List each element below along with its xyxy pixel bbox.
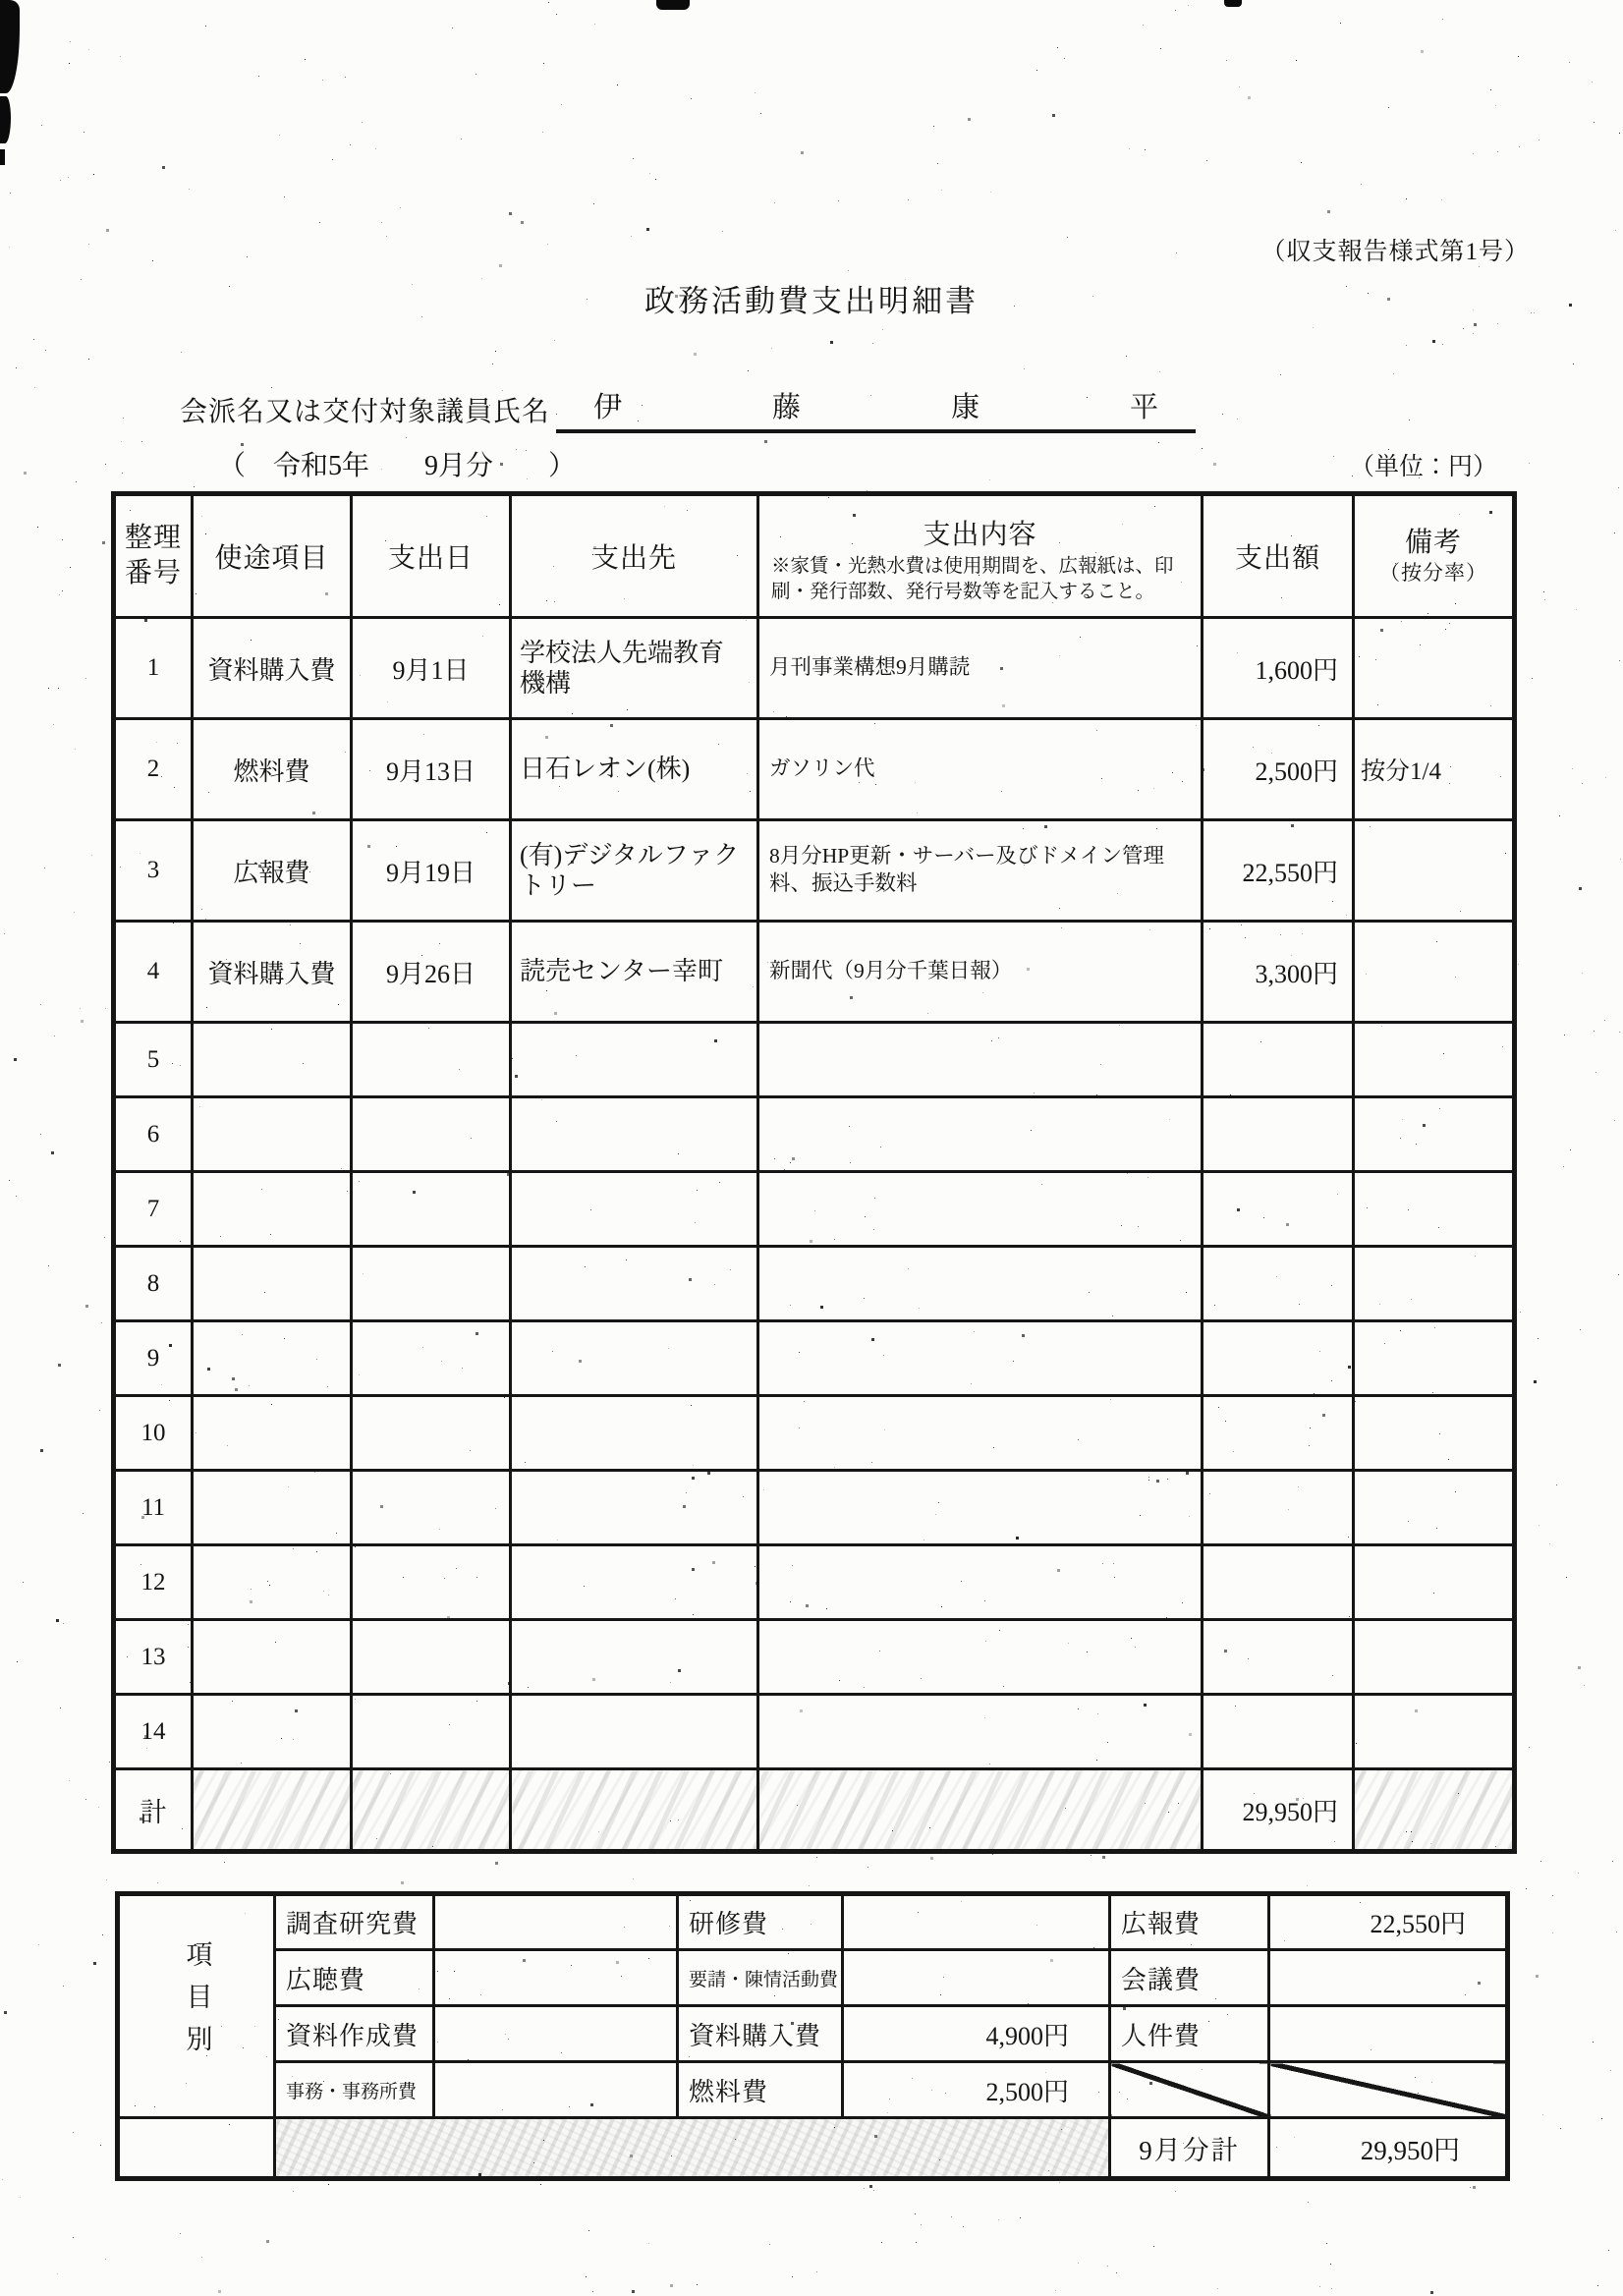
cell-amount: [1203, 1247, 1354, 1321]
summary-category-label: 研修費: [678, 1894, 843, 1950]
cell-no: 14: [114, 1695, 193, 1769]
cell-date: [352, 1097, 511, 1172]
cell-item: [193, 1172, 352, 1247]
table-row: [114, 618, 1515, 719]
table-row: [114, 922, 1515, 1023]
cell-note: [1354, 1545, 1515, 1620]
expense-table: [111, 491, 1517, 1854]
summary-row: [118, 1950, 1508, 2006]
member-name-value: 伊藤康平: [556, 385, 1196, 433]
summary-category-label: 要請・陳情活動費: [678, 1950, 843, 2006]
cell-item: [193, 1247, 352, 1321]
table-row: [114, 1172, 1515, 1247]
cell-date: [352, 1321, 511, 1396]
cell-item: 資料購入費: [193, 618, 352, 719]
header-content: [758, 494, 1203, 618]
summary-category-label: 人件費: [1110, 2006, 1269, 2062]
cell-item: [193, 1471, 352, 1545]
summary-amount: 4,900円: [843, 2006, 1110, 2062]
cell-content: [758, 1247, 1203, 1321]
cell-payee: [511, 1620, 758, 1695]
cell-no: 計: [114, 1769, 193, 1852]
header-category: 使途項目: [193, 494, 352, 618]
cell-payee: [511, 1695, 758, 1769]
summary-amount: 22,550円: [1269, 1894, 1508, 1950]
form-number: （収支報告様式第1号）: [1260, 239, 1530, 265]
header-amount: 支出額: [1203, 494, 1354, 618]
cell-payee: [511, 1023, 758, 1097]
cell-amount: [1203, 1023, 1354, 1097]
summary-amount: [1269, 2006, 1508, 2062]
cell-amount: 22,550円: [1203, 820, 1354, 922]
summary-amount: [434, 1894, 678, 1950]
table-row: [114, 1247, 1515, 1321]
header-payee: 支出先: [511, 494, 758, 618]
cell-no: 11: [114, 1471, 193, 1545]
cell-note: [1354, 1396, 1515, 1471]
cell-item: 広報費: [193, 820, 352, 922]
scan-artifact: [656, 0, 690, 10]
summary-amount: [434, 1950, 678, 2006]
cell-date: [352, 1695, 511, 1769]
cell-content: [758, 1097, 1203, 1172]
table-row: [114, 1097, 1515, 1172]
cell-no: 10: [114, 1396, 193, 1471]
cell-content: [758, 1396, 1203, 1471]
cell-amount: [1203, 1172, 1354, 1247]
summary-amount: [843, 1894, 1110, 1950]
cell-payee: [511, 1396, 758, 1471]
cell-note: [1354, 1695, 1515, 1769]
cell-content: [758, 1545, 1203, 1620]
cell-amount: 2,500円: [1203, 719, 1354, 820]
summary-category-label: 広聴費: [275, 1950, 434, 2006]
summary-amount: 2,500円: [843, 2062, 1110, 2118]
summary-category-label: 燃料費: [678, 2062, 843, 2118]
name-line: [180, 385, 1196, 433]
name-label: 会派名又は交付対象議員氏名: [180, 397, 551, 427]
cell-item: [193, 1545, 352, 1620]
empty-cell: [118, 2118, 275, 2179]
cell-no: 12: [114, 1545, 193, 1620]
period-note: （ 令和5年 9月分 ）: [218, 451, 577, 481]
table-row: [114, 1620, 1515, 1695]
cell-payee: [511, 1172, 758, 1247]
slashed-cell: [1110, 2062, 1269, 2118]
header-content-title: 支出内容: [923, 520, 1037, 551]
cell-note: [1354, 618, 1515, 719]
category-axis-label: [118, 1894, 275, 2118]
cell-payee: [511, 1247, 758, 1321]
cell-content: [758, 1172, 1203, 1247]
cell-note: [1354, 1097, 1515, 1172]
cell-amount: [1203, 1321, 1354, 1396]
table-row: [114, 1471, 1515, 1545]
summary-amount: [1269, 1950, 1508, 2006]
scan-artifact: [0, 96, 11, 143]
cell-note: [1354, 1247, 1515, 1321]
unit-note: （単位：円）: [1349, 454, 1497, 480]
cell-amount: 1,600円: [1203, 618, 1354, 719]
summary-category-label: 資料購入費: [678, 2006, 843, 2062]
cell-date: 9月1日: [352, 618, 511, 719]
cell-date: [352, 1247, 511, 1321]
cell-payee: 日石レオン(株): [511, 719, 758, 820]
cell-payee: 学校法人先端教育機構: [511, 618, 758, 719]
cell-note: 按分1/4: [1354, 719, 1515, 820]
cell-amount: [1203, 1695, 1354, 1769]
page-title: 政務活動費支出明細書: [644, 284, 979, 318]
scan-artifact: [1224, 0, 1242, 7]
cell-note: [1354, 1023, 1515, 1097]
cell-content: [758, 1620, 1203, 1695]
cell-content: [758, 1695, 1203, 1769]
cell-item: [193, 1023, 352, 1097]
cell-no: 8: [114, 1247, 193, 1321]
cell-date: [352, 1769, 511, 1852]
cell-content: [758, 1321, 1203, 1396]
cell-item: [193, 1769, 352, 1852]
cell-content: 月刊事業構想9月購読: [758, 618, 1203, 719]
cell-item: 資料購入費: [193, 922, 352, 1023]
cell-amount: [1203, 1620, 1354, 1695]
cell-amount: [1203, 1097, 1354, 1172]
cell-no: 1: [114, 618, 193, 719]
cell-content: ガソリン代: [758, 719, 1203, 820]
cell-amount: [1203, 1545, 1354, 1620]
header-content-note: ※家賃・光熱水費は使用期間を、広報紙は、印刷・発行部数、発行号数等を記入すること。: [771, 556, 1174, 602]
header-remarks-title: 備考: [1404, 528, 1462, 559]
cell-date: [352, 1471, 511, 1545]
cell-item: 燃料費: [193, 719, 352, 820]
expense-table-header-row: [114, 494, 1515, 618]
cell-amount: [1203, 1471, 1354, 1545]
cell-no: 6: [114, 1097, 193, 1172]
cell-date: 9月19日: [352, 820, 511, 922]
cell-note: [1354, 1620, 1515, 1695]
cell-no: 9: [114, 1321, 193, 1396]
summary-category-label: 資料作成費: [275, 2006, 434, 2062]
table-row: [114, 1023, 1515, 1097]
scan-artifact: [0, 0, 20, 93]
table-row: [114, 820, 1515, 922]
cell-date: [352, 1023, 511, 1097]
summary-category-label: 会議費: [1110, 1950, 1269, 2006]
cell-payee: 読売センター幸町: [511, 922, 758, 1023]
summary-row: [118, 2006, 1508, 2062]
cell-content: [758, 1769, 1203, 1852]
cell-date: 9月26日: [352, 922, 511, 1023]
cell-note: [1354, 1769, 1515, 1852]
summary-row: [118, 1894, 1508, 1950]
summary-category-label: 調査研究費: [275, 1894, 434, 1950]
cell-item: [193, 1097, 352, 1172]
cell-amount: 3,300円: [1203, 922, 1354, 1023]
cell-payee: [511, 1769, 758, 1852]
table-row: [114, 1321, 1515, 1396]
cell-content: [758, 1471, 1203, 1545]
monthly-total-label: 9月分計: [1110, 2118, 1269, 2179]
summary-amount: [434, 2062, 678, 2118]
cell-item: [193, 1620, 352, 1695]
cell-note: [1354, 820, 1515, 922]
cell-item: [193, 1396, 352, 1471]
cell-no: 4: [114, 922, 193, 1023]
cell-date: 9月13日: [352, 719, 511, 820]
slashed-cell: [1269, 2062, 1508, 2118]
table-row: [114, 1695, 1515, 1769]
summary-row: [118, 2062, 1508, 2118]
table-row: [114, 1545, 1515, 1620]
summary-category-label: 広報費: [1110, 1894, 1269, 1950]
cell-payee: [511, 1097, 758, 1172]
category-axis-label-text: 項目別: [182, 1940, 212, 2067]
cell-date: [352, 1396, 511, 1471]
summary-category-label: 事務・事務所費: [275, 2062, 434, 2118]
header-remarks-sub: （按分率）: [1379, 561, 1487, 586]
cell-payee: [511, 1545, 758, 1620]
cell-payee: [511, 1321, 758, 1396]
cell-note: [1354, 1172, 1515, 1247]
cell-note: [1354, 1321, 1515, 1396]
category-summary-table: [115, 1891, 1510, 2181]
header-date: 支出日: [352, 494, 511, 618]
cell-amount: [1203, 1396, 1354, 1471]
monthly-total-amount: 29,950円: [1269, 2118, 1508, 2179]
scan-artifact: [0, 149, 5, 165]
cell-amount: 29,950円: [1203, 1769, 1354, 1852]
summary-amount: [843, 1950, 1110, 2006]
total-row: [114, 1769, 1515, 1852]
cell-note: [1354, 1471, 1515, 1545]
cell-content: 新聞代（9月分千葉日報）: [758, 922, 1203, 1023]
cell-date: [352, 1620, 511, 1695]
table-row: [114, 1396, 1515, 1471]
cell-content: [758, 1023, 1203, 1097]
shaded-cell: [275, 2118, 1110, 2179]
summary-amount: [434, 2006, 678, 2062]
cell-no: 7: [114, 1172, 193, 1247]
cell-no: 2: [114, 719, 193, 820]
cell-item: [193, 1695, 352, 1769]
header-seq-number: 整理番号: [114, 494, 193, 618]
cell-no: 5: [114, 1023, 193, 1097]
summary-total-row: [118, 2118, 1508, 2179]
cell-date: [352, 1545, 511, 1620]
cell-no: 13: [114, 1620, 193, 1695]
cell-note: [1354, 922, 1515, 1023]
cell-date: [352, 1172, 511, 1247]
expense-table-body: [114, 618, 1515, 1852]
header-remarks: [1354, 494, 1515, 618]
cell-content: 8月分HP更新・サーバー及びドメイン管理料、振込手数料: [758, 820, 1203, 922]
cell-payee: (有)デジタルファクトリー: [511, 820, 758, 922]
cell-payee: [511, 1471, 758, 1545]
cell-item: [193, 1321, 352, 1396]
table-row: [114, 719, 1515, 820]
cell-no: 3: [114, 820, 193, 922]
